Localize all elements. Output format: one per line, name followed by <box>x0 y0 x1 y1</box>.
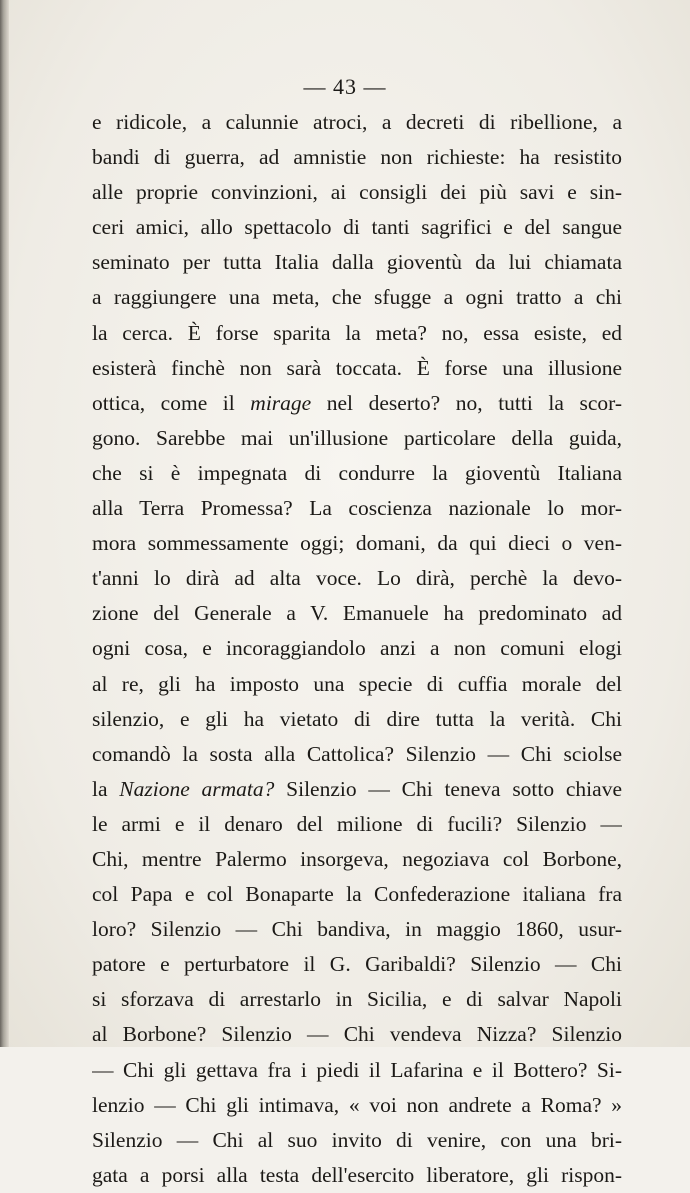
text-line: esisterà finchè non sarà toccata. È forse una illusione <box>92 355 622 380</box>
body-text <box>92 105 622 1193</box>
text-line: patore e perturbatore il G. Garibaldi? Silenzio — Chi <box>92 952 622 977</box>
text-line: e ridicole, a calunnie atroci, a decreti di ribellione, a <box>92 110 622 134</box>
text-line: al Borbone? Silenzio — Chi vendeva Nizza? Silenzio <box>92 1022 622 1047</box>
text-line: lenzio — Chi gli intimava, « voi non andrete a Roma? » <box>92 1092 622 1117</box>
text-line: mora sommessamente oggi; domani, da qui dieci o ven- <box>92 531 622 556</box>
text-line: che si è impegnata di condurre la gioventù Italiana <box>92 460 622 485</box>
text-line: la cerca. È forse sparita la meta? no, essa esiste, ed <box>92 320 622 345</box>
page-number: — 43 — <box>303 74 387 99</box>
italic-term: mirage <box>250 390 312 415</box>
text-line: alle proprie convinzioni, ai consigli dei più savi e sin- <box>92 180 622 205</box>
text-line: gata a porsi alla testa dell'esercito liberatore, gli rispon- <box>92 1162 622 1187</box>
text-line: silenzio, e gli ha vietato di dire tutta la verità. Chi <box>92 706 622 731</box>
binding-edge <box>0 0 9 1047</box>
text-line: ceri amici, allo spettacolo di tanti sagrifici e del sangue <box>92 215 622 240</box>
text-line: loro? Silenzio — Chi bandiva, in maggio 1860, usur- <box>92 917 622 942</box>
text-line: zione del Generale a V. Emanuele ha predominato ad <box>92 601 622 626</box>
text-line <box>92 772 622 807</box>
text-line: seminato per tutta Italia dalla gioventù da lui chiamata <box>92 250 622 275</box>
text-line: si sforzava di arrestarlo in Sicilia, e di salvar Napoli <box>92 987 622 1012</box>
italic-term: Nazione armata? <box>119 776 275 801</box>
text-line: bandi di guerra, ad amnistie non richieste: ha resistito <box>92 145 622 170</box>
text-line: le armi e il denaro del milione di fucili? Silenzio — <box>92 811 622 836</box>
text-line: Silenzio — Chi al suo invito di venire, con una bri- <box>92 1127 622 1152</box>
line-text: ottica, come il <box>92 390 251 415</box>
text-line: ogni cosa, e incoraggiandolo anzi a non comuni elogi <box>92 636 622 661</box>
text-line <box>92 386 622 421</box>
text-line: — Chi gli gettava fra i piedi il Lafarina e il Bottero? Si- <box>92 1057 622 1082</box>
text-line: comandò la sosta alla Cattolica? Silenzio — Chi sciolse <box>92 741 622 766</box>
text-line: col Papa e col Bonaparte la Confederazione italiana fra <box>92 882 622 907</box>
line-text: nel deserto? no, tutti la scor- <box>311 390 622 415</box>
text-line: al re, gli ha imposto una specie di cuffia morale del <box>92 671 622 696</box>
text-line: a raggiungere una meta, che sfugge a ogni tratto a chi <box>92 285 622 310</box>
line-text: Silenzio — Chi teneva sotto chiave <box>274 776 622 801</box>
text-line: gono. Sarebbe mai un'illusione particolare della guida, <box>92 425 622 450</box>
text-line: alla Terra Promessa? La coscienza nazionale lo mor- <box>92 496 622 521</box>
text-line: t'anni lo dirà ad alta voce. Lo dirà, perchè la devo- <box>92 566 622 591</box>
text-line: Chi, mentre Palermo insorgeva, negoziava col Borbone, <box>92 846 622 871</box>
line-text: la <box>92 776 120 801</box>
